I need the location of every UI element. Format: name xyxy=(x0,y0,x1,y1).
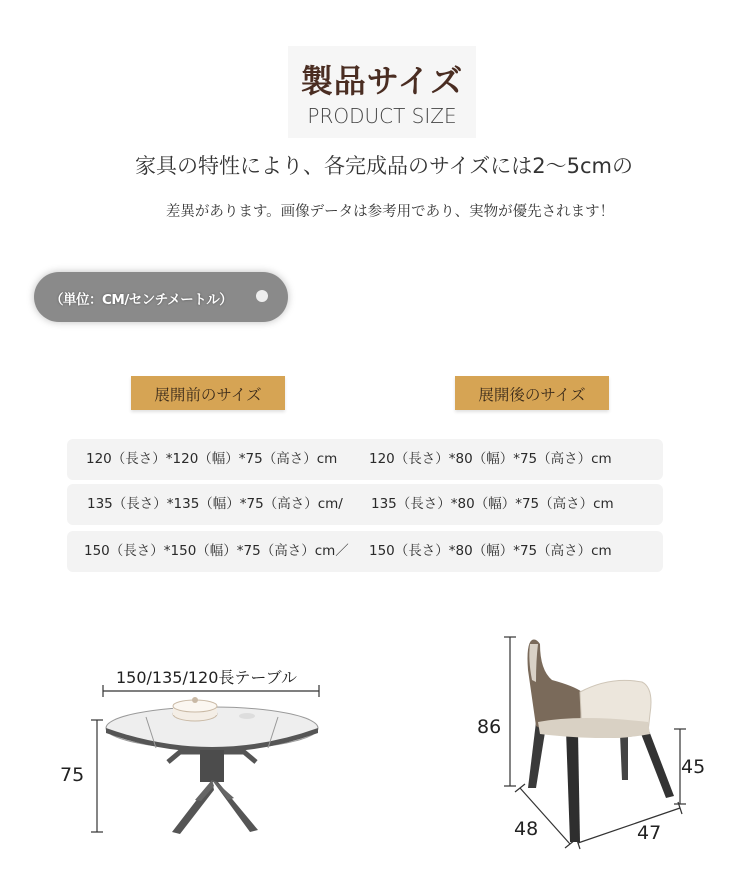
tolerance-note-line2: 差異があります。画像データは参考用であり、実物が優先されます！ xyxy=(165,204,615,220)
chair-width-label: 47 xyxy=(637,822,662,844)
chair-height-label: 86 xyxy=(477,716,502,738)
after-expansion-tag: 展開後のサイズ xyxy=(455,376,609,410)
tolerance-note-line1: 家具の特性により、各完成品のサイズには2～5cmの xyxy=(134,154,634,178)
size-row xyxy=(67,484,663,525)
chair-illustration xyxy=(470,630,720,860)
table-height-label: 75 xyxy=(60,764,85,786)
badge-dot-icon xyxy=(256,290,268,302)
size-row xyxy=(67,439,663,480)
size-after: 150（長さ）*80（幅）*75（高さ）cm xyxy=(369,543,612,559)
page-subtitle: PRODUCT SIZE xyxy=(307,104,457,128)
unit-label: （単位：CM/センチメートル） xyxy=(50,292,233,308)
size-before: 135（長さ）*135（幅）*75（高さ）cm/ xyxy=(87,496,343,512)
size-before: 120（長さ）*120（幅）*75（高さ）cm xyxy=(86,451,338,467)
size-after: 120（長さ）*80（幅）*75（高さ）cm xyxy=(369,451,612,467)
size-row xyxy=(67,531,663,572)
size-before: 150（長さ）*150（幅）*75（高さ）cm／ xyxy=(84,543,349,559)
before-expansion-tag: 展開前のサイズ xyxy=(131,376,285,410)
size-after: 135（長さ）*80（幅）*75（高さ）cm xyxy=(371,496,614,512)
page-title: 製品サイズ xyxy=(300,62,464,100)
table-width-label: 150/135/120長テーブル xyxy=(116,668,297,687)
chair-depth-label: 48 xyxy=(514,818,539,840)
table-illustration xyxy=(0,640,360,850)
chair-seat-height-label: 45 xyxy=(681,756,706,778)
